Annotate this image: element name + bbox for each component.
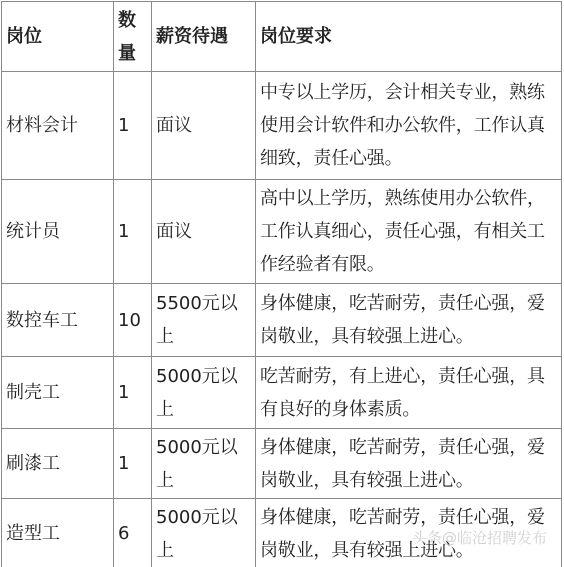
table-row — [2, 284, 562, 357]
cell-salary: 面议 — [152, 72, 256, 180]
cell-position: 数控车工 — [2, 284, 114, 357]
cell-requirements: 高中以上学历，熟练使用办公软件，工作认真细心，责任心强，有相关工作经验者有限。 — [256, 180, 562, 284]
cell-quantity: 1 — [114, 72, 152, 180]
cell-requirements: 身体健康，吃苦耐劳，责任心强，爱岗敬业，具有较强上进心。 — [256, 429, 562, 499]
cell-salary: 5000元以上 — [152, 429, 256, 499]
cell-requirements: 吃苦耐劳，有上进心，责任心强，具有良好的身体素质。 — [256, 357, 562, 429]
cell-position: 制壳工 — [2, 357, 114, 429]
table-row — [2, 72, 562, 180]
cell-requirements: 中专以上学历，会计相关专业，熟练使用会计软件和办公软件，工作认真细致，责任心强。 — [256, 72, 562, 180]
cell-quantity: 1 — [114, 357, 152, 429]
cell-requirements: 身体健康，吃苦耐劳，责任心强，爱岗敬业，具有较强上进心。 — [256, 284, 562, 357]
table-header-row — [2, 2, 562, 72]
header-quantity-text: 数量 — [118, 9, 136, 64]
table-row — [2, 357, 562, 429]
cell-salary: 5000元以上 — [152, 357, 256, 429]
cell-salary: 面议 — [152, 180, 256, 284]
cell-position: 统计员 — [2, 180, 114, 284]
header-salary: 薪资待遇 — [152, 2, 256, 72]
watermark: 头条@临沧招聘发布 — [412, 529, 548, 547]
cell-requirements: 身体健康，吃苦耐劳，责任心强，爱岗敬业，具有较强上进心。 — [256, 499, 562, 567]
header-position: 岗位 — [2, 2, 114, 72]
cell-quantity: 1 — [114, 180, 152, 284]
table-row — [2, 180, 562, 284]
cell-quantity: 10 — [114, 284, 152, 357]
cell-position: 造型工 — [2, 499, 114, 567]
cell-salary: 5000元以上 — [152, 499, 256, 567]
header-quantity — [114, 2, 152, 72]
cell-position: 刷漆工 — [2, 429, 114, 499]
cell-quantity: 1 — [114, 429, 152, 499]
cell-position: 材料会计 — [2, 72, 114, 180]
cell-quantity: 6 — [114, 499, 152, 567]
table-row — [2, 499, 562, 567]
header-requirements: 岗位要求 — [256, 2, 562, 72]
cell-salary: 5500元以上 — [152, 284, 256, 357]
table-row — [2, 429, 562, 499]
job-table — [1, 1, 562, 567]
